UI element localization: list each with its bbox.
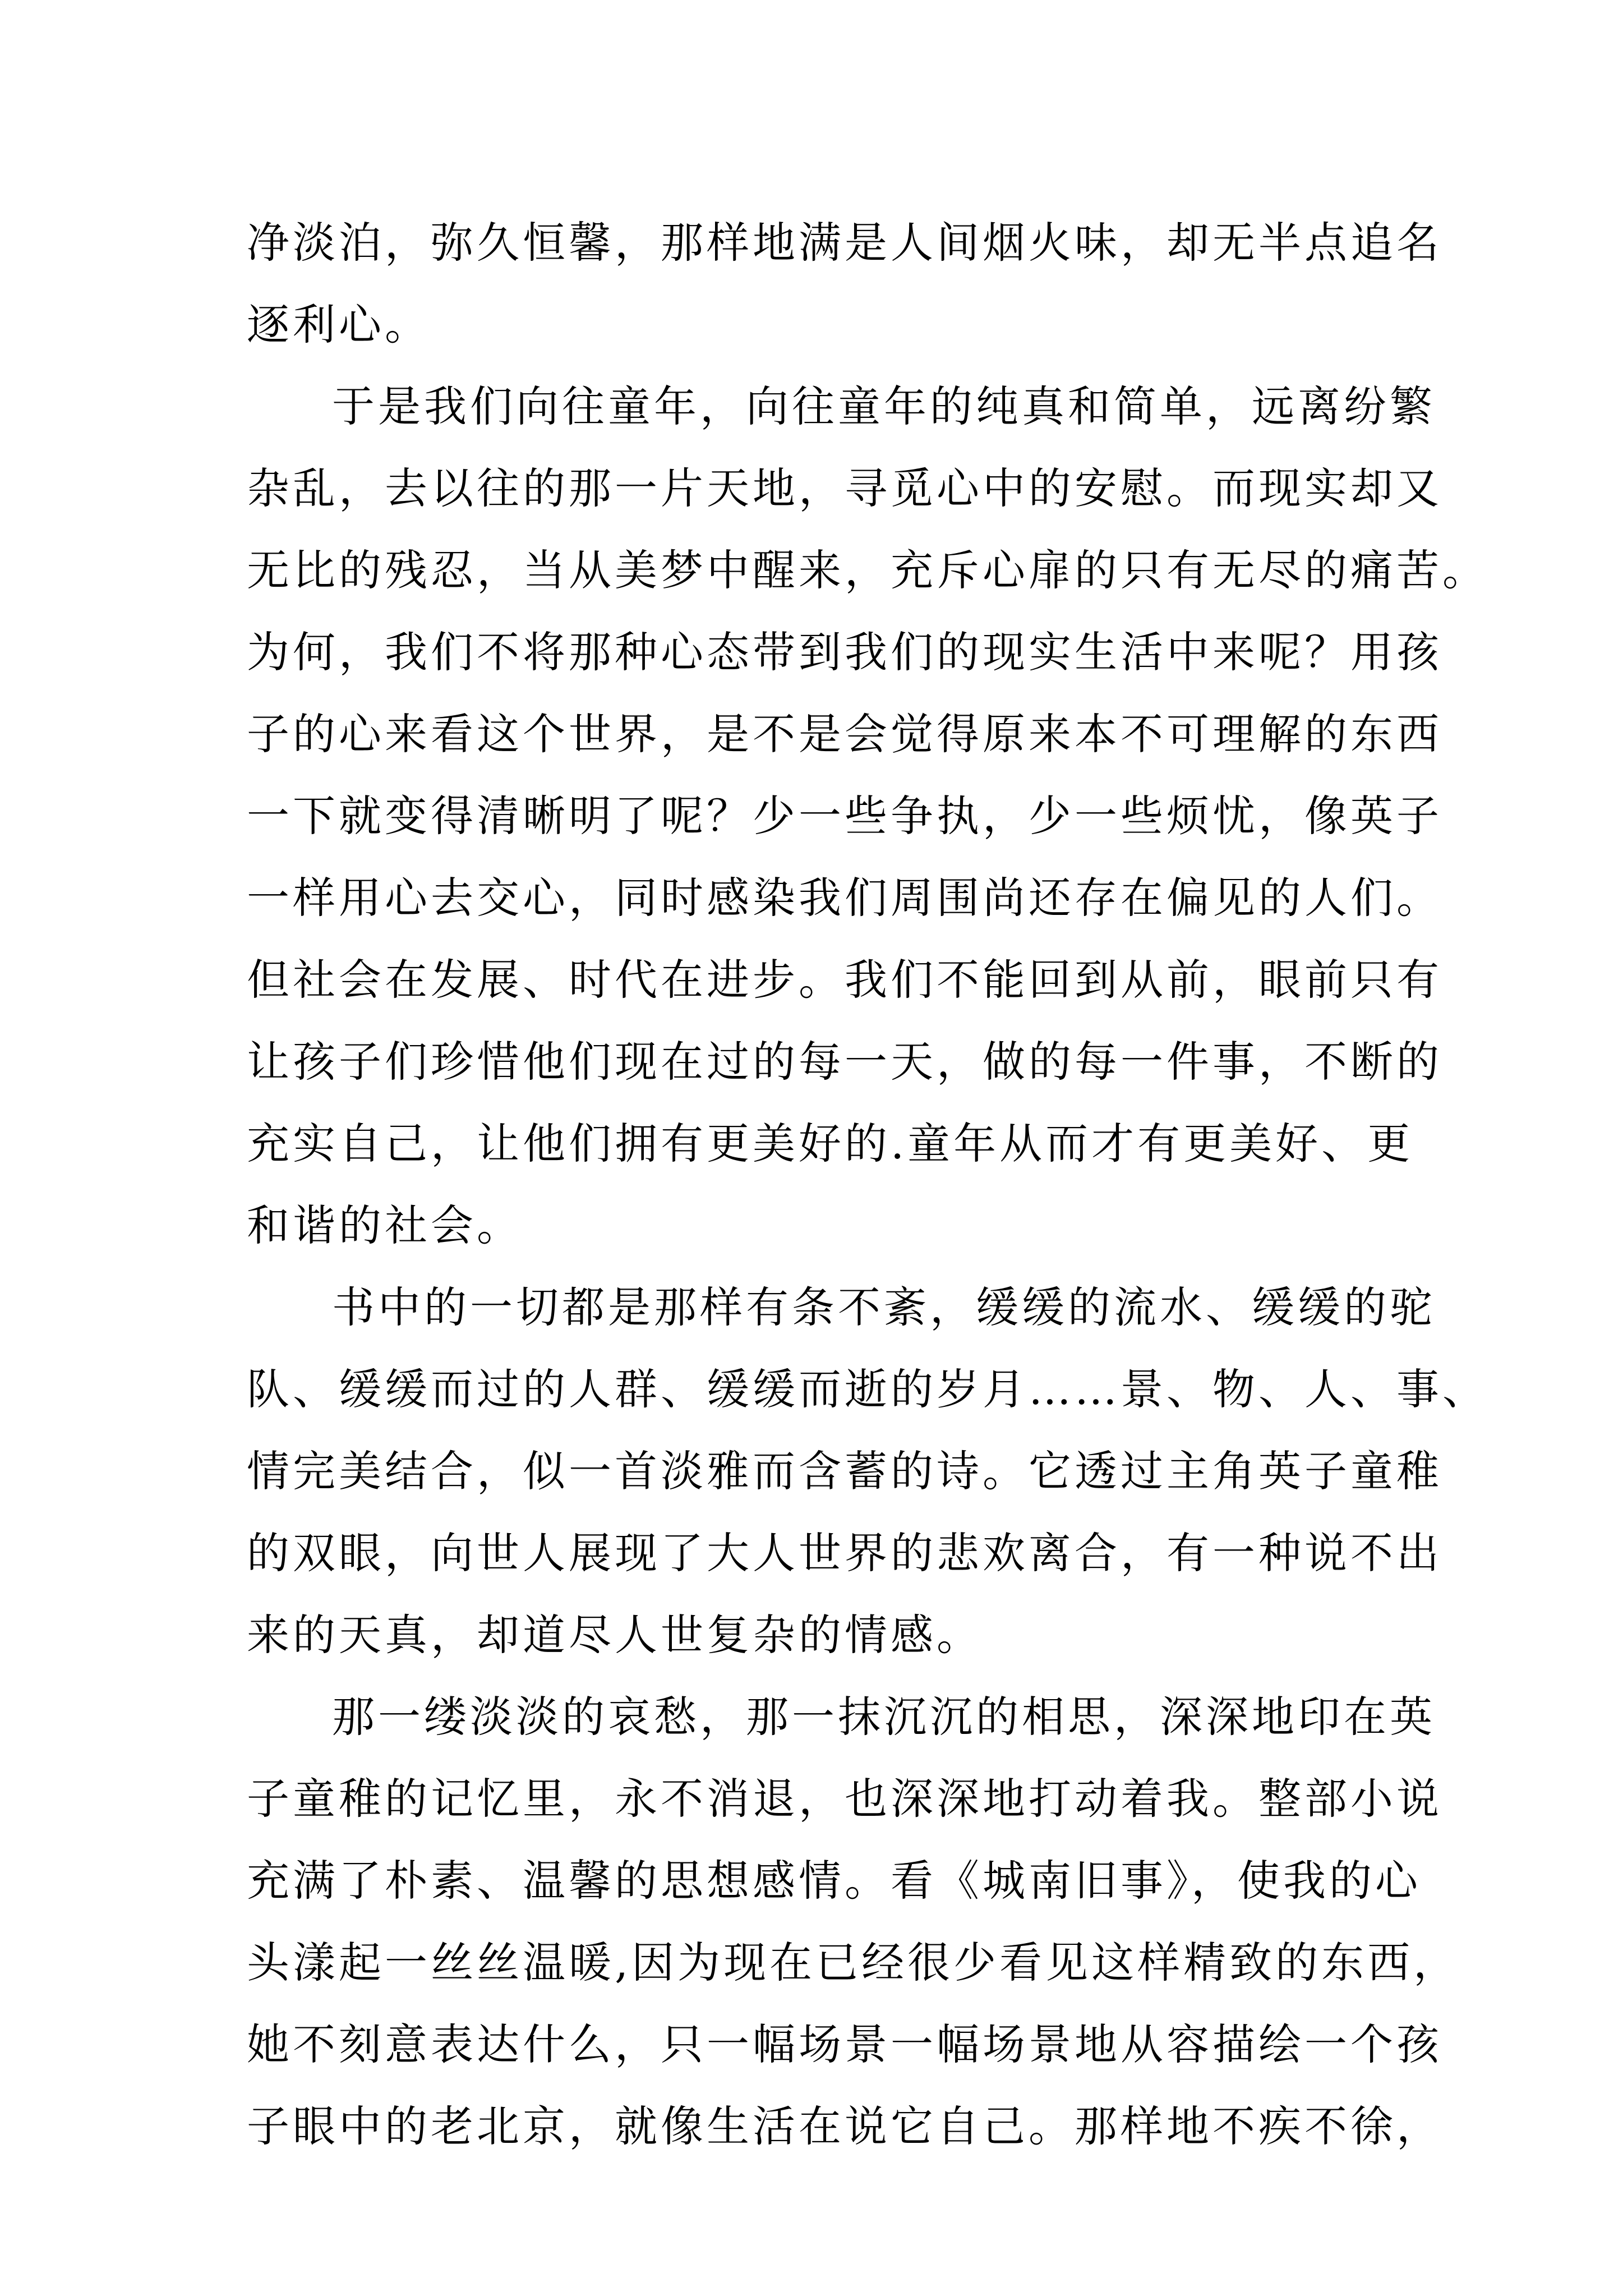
paragraph	[247, 366, 1488, 1267]
paragraph	[247, 202, 1442, 366]
text-line: 来的天真，却道尽人世复杂的情感。	[247, 1610, 983, 1660]
text-line: 她不刻意表达什么，只一幅场景一幅场景地从容描绘一个孩	[247, 2019, 1442, 2069]
text-line: 但社会在发展、时代在进步。我们不能回到从前，眼前只有	[247, 955, 1442, 1005]
body-text	[247, 202, 1488, 2168]
text-line: 逐利心。	[247, 300, 431, 349]
text-line: 队、缓缓而过的人群、缓缓而逝的岁月……景、物、人、事、	[247, 1364, 1488, 1414]
text-line: 一样用心去交心，同时感染我们周围尚还存在偏见的人们。	[247, 873, 1442, 923]
text-line: 子的心来看这个世界，是不是会觉得原来本不可理解的东西	[247, 709, 1442, 759]
paragraph	[247, 1267, 1488, 1676]
paragraph	[247, 1676, 1460, 2168]
text-line: 无比的残忍，当从美梦中醒来，充斥心扉的只有无尽的痛苦。	[247, 545, 1488, 595]
text-line: 为何，我们不将那种心态带到我们的现实生活中来呢？用孩	[247, 627, 1442, 677]
text-line: 那一缕淡淡的哀愁，那一抹沉沉的相思，深深地印在英	[332, 1692, 1436, 1742]
text-line: 让孩子们珍惜他们现在过的每一天，做的每一件事，不断的	[247, 1037, 1442, 1087]
text-line: 的双眼，向世人展现了大人世界的悲欢离合，有一种说不出	[247, 1528, 1442, 1578]
text-line: 于是我们向往童年，向往童年的纯真和简单，远离纷繁	[332, 381, 1436, 431]
text-line: 和谐的社会。	[247, 1200, 523, 1250]
text-line: 书中的一切都是那样有条不紊，缓缓的流水、缓缓的驼	[332, 1282, 1436, 1332]
text-line: 子眼中的老北京，就像生活在说它自己。那样地不疾不徐，	[247, 2101, 1442, 2151]
text-line: 头漾起一丝丝温暖,因为现在已经很少看见这样精致的东西，	[247, 1938, 1460, 1987]
text-line: 杂乱，去以往的那一片天地，寻觅心中的安慰。而现实却又	[247, 463, 1442, 513]
text-line: 充满了朴素、温馨的思想感情。看《城南旧事》，使我的心	[247, 1856, 1421, 1906]
text-line: 一下就变得清晰明了呢？少一些争执，少一些烦忧，像英子	[247, 791, 1442, 841]
text-line: 净淡泊，弥久恒馨，那样地满是人间烟火味，却无半点追名	[247, 218, 1442, 268]
text-line: 充实自己，让他们拥有更美好的.童年从而才有更美好、更	[247, 1119, 1414, 1168]
text-line: 情完美结合，似一首淡雅而含蓄的诗。它透过主角英子童稚	[247, 1446, 1442, 1496]
text-line: 子童稚的记忆里，永不消退，也深深地打动着我。整部小说	[247, 1774, 1442, 1824]
